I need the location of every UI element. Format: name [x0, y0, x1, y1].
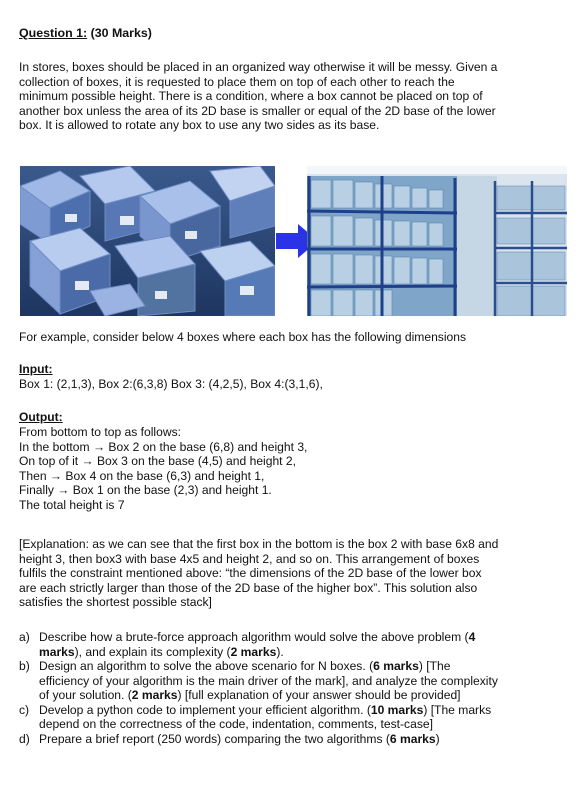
output-line: The total height is 7 — [19, 497, 125, 512]
task-label: d) — [19, 731, 30, 746]
warehouse-shelves-photo — [307, 166, 567, 316]
task-line — [39, 688, 567, 703]
explanation-line: are each strictly larger than those of the 2D base of the higher box”. This solution also — [19, 580, 478, 595]
messy-boxes-photo — [20, 166, 275, 316]
task-text: efficiency of your algorithm is the main driver of the mark], and analyze the complexity — [39, 673, 498, 688]
task-label: b) — [19, 659, 30, 673]
marks-emphasis: 4 — [468, 630, 476, 644]
task-label: c) — [19, 702, 30, 717]
task-text: of your solution. ( — [39, 688, 132, 702]
illustration-row — [19, 166, 567, 316]
task-item — [19, 659, 567, 703]
output-line: From bottom to top as follows: — [19, 425, 181, 439]
task-line — [39, 674, 567, 689]
question-number: Question 1: — [19, 26, 88, 40]
task-line — [39, 645, 567, 660]
task-text: Describe how a brute-force approach algorithm would solve the above problem ( — [39, 630, 469, 644]
task-text: ) [The — [418, 659, 451, 673]
document-page — [19, 26, 567, 746]
question-title — [19, 26, 567, 41]
marks-emphasis: 6 marks — [373, 659, 419, 673]
marks-emphasis: marks — [39, 644, 75, 659]
task-text: ). — [276, 644, 284, 659]
marks-emphasis: 2 marks — [230, 644, 277, 659]
task-item — [19, 630, 567, 659]
intro-line: another box unless the area of its 2D base is smaller or equal of the 2D base of the lower — [19, 103, 496, 118]
task-text: Design an algorithm to solve the above scenario for N boxes. ( — [39, 659, 374, 673]
marks-emphasis: 2 marks — [131, 688, 178, 702]
output-line: Finally → Box 1 on the base (2,3) and height 1. — [19, 483, 272, 497]
explanation-line: [Explanation: as we can see that the first box in the bottom is the box 2 with base 6x8 and — [19, 537, 499, 551]
output-block — [19, 425, 307, 512]
task-text: ) [The marks — [423, 702, 492, 717]
task-text: ) [full explanation of your answer should be provided] — [177, 688, 461, 702]
explanation-line: satisfies the shortest possible stack] — [19, 595, 212, 609]
task-text: depend on the correctness of the code, indentation, comments, test-case] — [39, 717, 433, 731]
output-heading: Output: — [19, 410, 63, 424]
explanation-line: fulfils the constraint mentioned above: “the dimensions of the 2D base of the lower box — [19, 566, 482, 580]
task-line — [39, 659, 567, 674]
explanation-line: height 3, then box3 with base 4x5 and height 2, and so on. This arrangement of boxes — [19, 551, 480, 566]
task-line — [39, 703, 567, 718]
question-marks: (30 Marks) — [87, 26, 152, 40]
marks-emphasis: 6 marks — [389, 731, 436, 746]
example-sentence: For example, consider below 4 boxes where each box has the following dimensions — [19, 330, 467, 344]
intro-line: In stores, boxes should be placed in an organized way otherwise it will be messy. Given a — [19, 60, 498, 74]
task-text: ) — [435, 731, 440, 746]
task-item — [19, 732, 567, 747]
intro-line: minimum possible height. There is a condition, where a box cannot be placed on top of — [19, 89, 483, 103]
task-list — [19, 630, 567, 746]
explanation-paragraph — [19, 537, 567, 610]
task-item — [19, 703, 567, 732]
intro-line: collection of boxes, it is requested to place them on top of each other to reach the — [19, 74, 455, 89]
task-text: Develop a python code to implement your efficient algorithm. ( — [39, 702, 371, 717]
task-line — [39, 717, 567, 732]
intro-paragraph — [19, 60, 567, 133]
input-heading: Input: — [19, 362, 53, 376]
output-line: Then → Box 4 on the base (6,3) and height 1, — [19, 468, 265, 483]
task-text: Prepare a brief report (250 words) comparing the two algorithms ( — [39, 731, 390, 746]
output-line: In the bottom → Box 2 on the base (6,8) and height 3, — [19, 439, 308, 454]
input-line: Box 1: (2,1,3), Box 2:(6,3,8) Box 3: (4,2,5), Box 4:(3,1,6), — [19, 377, 323, 391]
intro-line: box. It is allowed to rotate any box to use any two sides as its base. — [19, 118, 380, 132]
task-line — [39, 732, 567, 747]
task-line — [39, 630, 567, 645]
marks-emphasis: 10 marks — [370, 702, 424, 717]
task-text: ), and explain its complexity ( — [74, 644, 231, 659]
output-line: On top of it → Box 3 on the base (4,5) and height 2, — [19, 454, 296, 468]
task-label: a) — [19, 630, 30, 644]
